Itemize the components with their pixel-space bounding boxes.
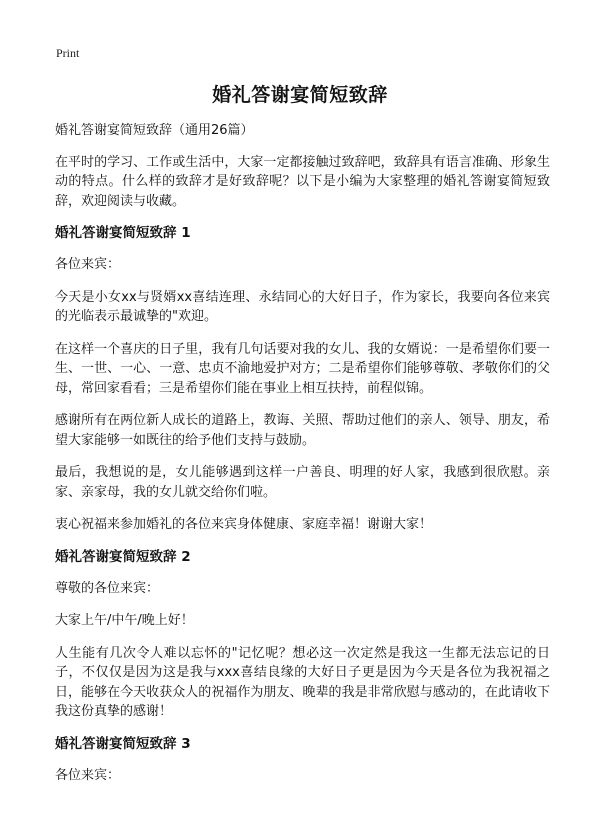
paragraph: 尊敬的各位来宾： <box>55 580 160 596</box>
section-heading: 婚礼答谢宴简短致辞 2 <box>55 548 191 565</box>
subtitle: 婚礼答谢宴简短致辞（通用26篇） <box>55 123 254 138</box>
article-body <box>55 121 550 798</box>
paragraph: 今天是小女xx与贤婿xx喜结连理、永结同心的大好日子，作为家长，我要向各位来宾的光临表示最诚挚的"欢迎。 <box>55 289 550 324</box>
section-3 <box>55 735 550 786</box>
paragraph: 各位来宾： <box>55 257 121 272</box>
section-heading: 婚礼答谢宴简短致辞 1 <box>55 225 191 241</box>
page-title: 婚礼答谢宴简短致辞 <box>212 84 388 106</box>
section-heading: 婚礼答谢宴简短致辞 3 <box>55 735 191 752</box>
paragraph: 在这样一个喜庆的日子里，我有几句话要对我的女儿、我的女婿说：一是希望你们要一生、一世、一心、一意、忠贞不渝地爱护对方；二是希望你们能够尊敬、孝敬你们的父母，常回家看看；三是希望你们能在事业上相互扶持，前程似锦。 <box>55 341 550 396</box>
section-1 <box>55 224 550 535</box>
print-link[interactable]: Print <box>56 46 80 60</box>
paragraph: 感谢所有在两位新人成长的道路上，教诲、关照、帮助过他们的亲人、领导、朋友，希望大家能够一如既往的给予他们支持与鼓励。 <box>55 413 550 448</box>
section-2 <box>55 548 550 722</box>
paragraph: 最后，我想说的是，女儿能够遇到这样一户善良、明理的好人家，我感到很欣慰。亲家、亲家母，我的女儿就交给你们啦。 <box>55 465 550 500</box>
paragraph: 大家上午/中午/晚上好！ <box>55 613 194 628</box>
intro-paragraph: 在平时的学习、工作或生活中，大家一定都接触过致辞吧，致辞具有语言准确、形象生动的特点。什么样的致辞才是好致辞呢？以下是小编为大家整理的婚礼答谢宴简短致辞，欢迎阅读与收藏。 <box>55 154 550 209</box>
paragraph: 各位来宾： <box>55 767 121 783</box>
paragraph: 人生能有几次令人难以忘怀的"记忆呢？想必这一次定然是我这一生都无法忘记的日子，不仅仅是因为这是我与xxx喜结良缘的大好日子更是因为今天是各位为我祝福之日，能够在今天收获众人的祝福作为朋友、晚辈的我是非常欣慰与感动的，在此请收下我这份真挚的感谢！ <box>55 645 550 719</box>
paragraph: 衷心祝福来参加婚礼的各位来宾身体健康、家庭幸福！谢谢大家！ <box>55 517 433 532</box>
